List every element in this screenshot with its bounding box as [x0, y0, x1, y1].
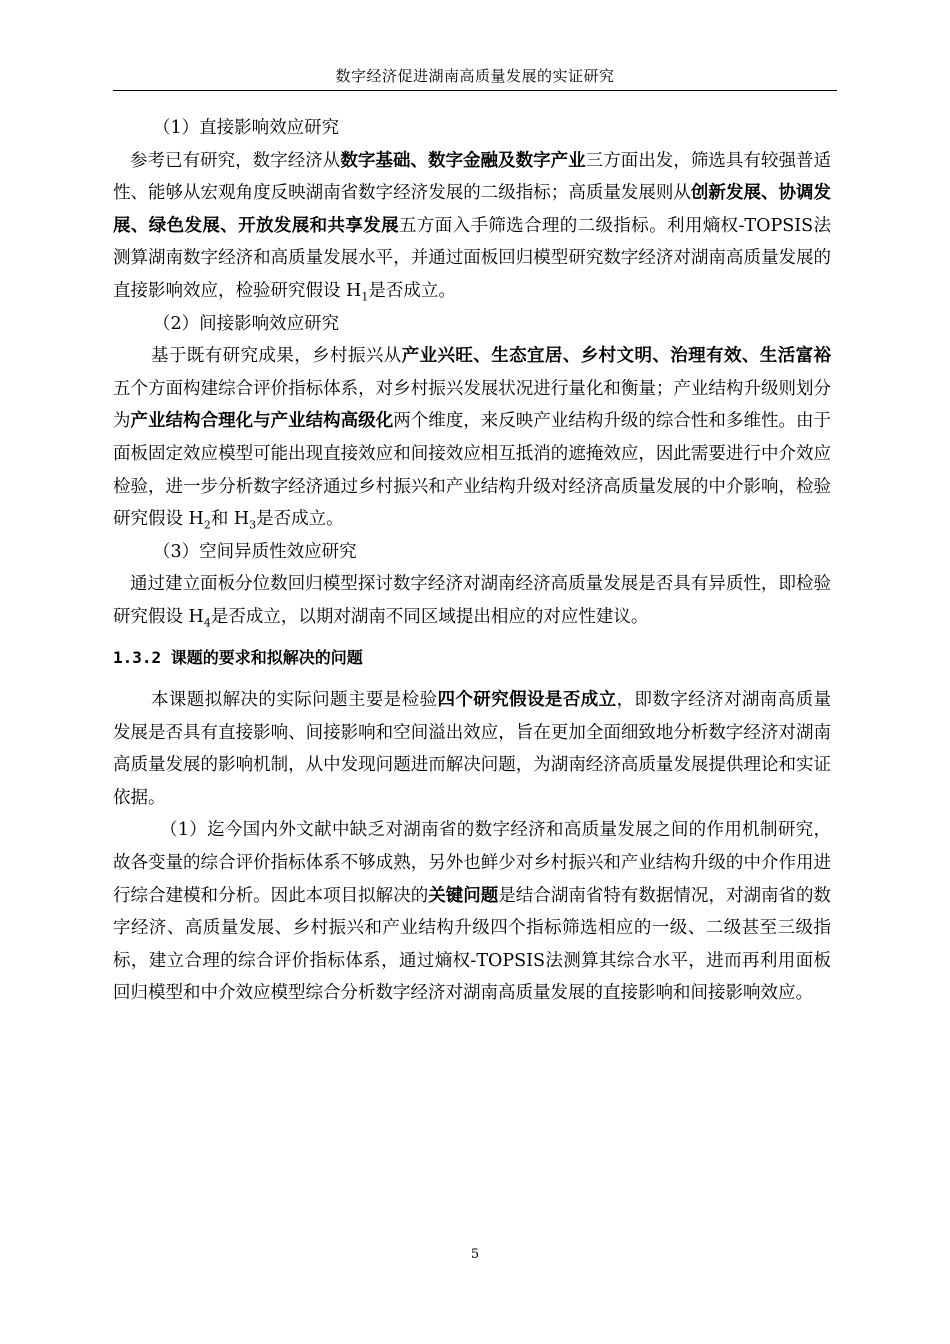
bold-text: 关键问题	[428, 885, 499, 906]
paragraph-key-problem	[113, 814, 831, 1010]
text-run: ，即数字经济对湖南高质量发展是否具有直接影响、间接影响和空间溢出效应，旨在更加全面细致地分析数字经济对湖南高质量发展的影响机制，从中发现问题进而解决问题，为湖南经济高质量发展提供理论和实证依据。	[113, 690, 832, 808]
text-run: 参考已有研究，数字经济从	[130, 150, 341, 171]
text-run: （1）迄今国内外文献中缺乏对湖南省的数字经济和高质量发展之间的作用机制研究，故各变量的综合评价指标体系不够成熟，另外也鲜少对乡村振兴和产业结构升级的中介作用进行综合建模和分析。因此本项目拟解决的	[113, 820, 831, 906]
subscript: 4	[203, 616, 211, 630]
text-run: 通过建立面板分位数回归模型探讨数字经济对湖南经济高质量发展是否具有异质性，即检验研究假设 H	[113, 574, 831, 627]
subscript: 1	[361, 290, 369, 304]
paragraph-indirect-effect	[113, 340, 831, 536]
paragraph-spatial-effect	[113, 568, 831, 633]
bold-text: 创新发展、协调发展、绿色发展、开放发展和共享发展	[113, 183, 832, 236]
text-run: 五方面入手筛选合理的二级指标。利用熵权-TOPSIS法测算湖南数字经济和高质量发展水平，并通过面板回归模型研究数字经济对湖南高质量发展的直接影响效应，检验研究假设 H	[113, 215, 831, 301]
text-run: 本课题拟解决的实际问题主要是检验	[151, 690, 438, 711]
text-run: 是否成立，以期对湖南不同区域提出相应的对应性建议。	[210, 606, 649, 627]
bold-text: 四个研究假设是否成立	[437, 690, 617, 711]
text-run: 基于既有研究成果，乡村振兴从	[151, 346, 402, 367]
bold-text: 产业结构合理化与产业结构高级化	[130, 411, 394, 432]
page-number: 5	[470, 1247, 480, 1262]
bold-text: 数字基础、数字金融及数字产业	[340, 150, 586, 171]
text-run: 三方面出发，筛选具有较强普适性、能够从宏观角度反映湖南省数字经济发展的二级指标；高质量发展则从	[113, 150, 832, 204]
text-run: 是结合湖南省特有数据情况，对湖南省的数字经济、高质量发展、乡村振兴和产业结构升级四个指标筛选相应的一级、二级甚至三级指标，建立合理的综合评价指标体系，通过熵权-TOPSIS法测算其综合水平，进而再利用面板回归模型和中介效应模型综合分析数字经济对湖南高质量发展的直接影响和间接影响效应。	[113, 885, 832, 1004]
text-run: 和 H	[210, 509, 250, 530]
text-run: 五个方面构建综合评价指标体系，对乡村振兴发展状况进行量化和衡量；产业结构升级则划分为	[113, 378, 831, 432]
text-run: 两个维度，来反映产业结构升级的综合性和多维性。由于面板固定效应模型可能出现直接效应和间接效应相互抵消的遮掩效应，因此需要进行中介效应检验，进一步分析数字经济通过乡村振兴和产业结构升级对经济高质量发展的中介影响，检验研究假设 H	[113, 411, 832, 530]
text-run: 是否成立。	[368, 280, 456, 301]
subsection-title-indirect: （2）间接影响效应研究	[153, 313, 340, 334]
subsection-title-spatial: （3）空间异质性效应研究	[153, 541, 357, 562]
subscript: 3	[249, 518, 257, 532]
subsection-title-direct: （1）直接影响效应研究	[153, 118, 340, 138]
subscript: 2	[203, 518, 211, 532]
header-title: 数字经济促进湖南高质量发展的实证研究	[335, 67, 615, 85]
document-body	[113, 112, 831, 1010]
page-header	[113, 63, 837, 91]
paragraph-problem-statement	[113, 684, 831, 814]
section-heading: 1.3.2 课题的要求和拟解决的问题	[113, 647, 363, 667]
paragraph-direct-effect	[113, 145, 831, 308]
bold-text: 产业兴旺、生态宜居、乡村文明、治理有效、生活富裕	[401, 346, 832, 367]
text-run: 是否成立。	[256, 509, 344, 530]
